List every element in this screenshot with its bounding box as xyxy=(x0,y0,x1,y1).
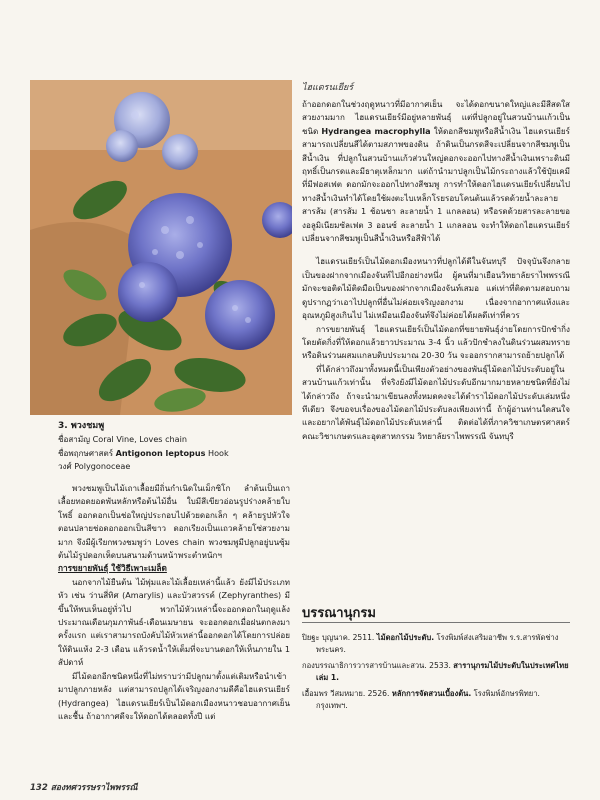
hydrangea-illustration xyxy=(30,80,292,415)
bib-title: ไม้ดอกไม้ประดับ. xyxy=(376,633,435,642)
hydrangea-text-1: ถ้าออกดอกในช่วงฤดูหนาวที่มีอากาศเย็น จะได้ดอกขนาดใหญ่และมีสีสดใสสวยงามมาก ไฮแดรนเยียร์มีอยู่หลายพันธุ์ แต่ที่ปลูกอยู่ในสวนบ้านแก้วเป็นชนิด xyxy=(302,99,570,136)
bib-publisher: โรงพิมพ์อักษรพิทยา. กรุงเทพฯ. xyxy=(316,688,540,711)
paragraph-coral-vine: พวงชมพูเป็นไม้เถาเลื้อยมีถิ่นกำเนิดในเม็กซิโก ลำต้นเป็นเถาเลื้อยทอดยอดพันหลักหรือต้นไม้อื่น ใบมีสีเขียวอ่อนรูปร่างคล้ายใบโพธิ์ ออกดอกเป็นช่อใหญ่ประกอบไปด้วยดอกเล็ก ๆ คล้ายรูปหัวใจ ตอนปลายช่อดอกออกเป็นสีขาว ดอกเรียงเป็นแถวคล้ายโซ่สวยงามมาก จึงมีผู้เรียกพวงชมพูว่า Loves chain พวงชมพูมีปลูกอยู่บนซุ้มต้นไม้รูปดอกเห็ดบนสนามด้านหน้าพระตำหนักฯ xyxy=(58,483,290,561)
bibliography-list xyxy=(302,632,570,715)
bibliography-entry xyxy=(302,688,570,713)
scientific-name: Antigonon leptopus xyxy=(115,447,206,458)
species-heading: 3. พวงชมพู xyxy=(58,421,105,431)
paragraph-hydrangea-propagation: การขยายพันธุ์ ไฮแดรนเยียร์เป็นไม้ดอกที่ขยายพันธุ์ง่ายโดยการปักชำกิ่ง โดยตัดกิ่งที่ให้ดอกแล้วยาวประมาณ 3-4 นิ้ว แล้วปักชำลงในดินร่วนผสมทรายหรือดินร่วนผสมแกลบดิบประมาณ 20-30 วัน จะออกรากสามารถย้ายปลูกได้ xyxy=(302,323,570,361)
scientific-name-prefix: ชื่อพฤกษศาสตร์ xyxy=(58,447,116,458)
bibliography-entry xyxy=(302,660,570,685)
left-column-body xyxy=(58,482,290,723)
paragraph-hydrangea-color xyxy=(302,98,570,245)
paragraph-hydrangea-intro: มีไม้ดอกอีกชนิดหนึ่งที่ไม่ทราบว่ามีปลูกมาตั้งแต่เดิมหรือนำเข้ามาปลูกภายหลัง แต่สามารถปลูกได้เจริญงอกงามดีคือไฮแดรนเยียร์ (Hydrangea) ไฮแดรนเยียร์เป็นไม้ดอกเมืองหนาวชอบอากาศเย็นและชื้น ถ้าอากาศดีจะให้ดอกได้ตลอดทั้งปี แต่ xyxy=(58,670,290,721)
bibliography-title: บรรณานุกรม xyxy=(302,606,376,621)
paragraph-bulbs: นอกจากไม้ยืนต้น ไม้พุ่มและไม้เลื้อยเหล่านี้แล้ว ยังมีไม้ประเภทหัว เช่น ว่านสี่ทิศ (Amarylis) และบัวสวรรค์ (Zephyranthes) มีขึ้นให้พบเห็นอยู่ทั่วไป พวกไม้หัวเหล่านี้จะออกดอกในฤดูแล้งประมาณเดือนกุมภาพันธ์-เดือนเมษายน จะออกดอกเมื่อฝนตกลงมาครั้งแรก แต่เราสามารถบังคับไม้หัวเหล่านี้ออกดอกได้โดยการปล่อยให้ดินแห้ง 2-3 เดือน แล้วรดน้ำให้เต็มที่จะบานดอกให้เห็นภายใน 1 สัปดาห์ xyxy=(58,576,290,668)
species-info xyxy=(58,420,290,474)
hydrangea-text-2: ให้ดอกสีชมพูหรือสีน้ำเงิน ไฮแดรนเยียร์สามารถเปลี่ยนสีได้ตามสภาพของดิน ถ้าดินเป็นกรดสีจะเปลี่ยนจากสีชมพูเป็นสีน้ำเงิน ที่ปลูกในสวนบ้านแก้วส่วนใหญ่ดอกจะออกไปทางสีน้ำเงินเพราะดินมีฤทธิ์เป็นกรดและมีธาตุเหล็กมาก แต่ถ้านำมาปลูกเป็นไม้กระถางแล้วใช้ปุ๋ยเคมีที่มีฟอสเฟต ดอกมักจะออกไปทางสีชมพู การทำให้ดอกไฮแดรนเยียร์เปลี่ยนไปทางสีน้ำเงินทำได้โดยใช้ผงตะไบเหล็กโรยรอบโคนต้นแล้วรดด้วยน้ำละลายสารส้ม (สารส้ม 1 ช้อนชา ละลายน้ำ 1 แกลลอน) หรือรดด้วยสารละลายของอลูมิเนียมซัลเฟต 3 ออนซ์ ละลายน้ำ 1 แกลลอน จะทำให้ดอกไฮแดรนเยียร์เปลี่ยนจากสีชมพูเป็นสีน้ำเงินหรือสีฟ้าได้ xyxy=(302,125,570,244)
bibliography-divider xyxy=(302,622,570,623)
paragraph-conclusion: ที่ได้กล่าวถึงมาทั้งหมดนี้เป็นเพียงตัวอย่างของพันธุ์ไม้ดอกไม้ประดับอยู่ในสวนบ้านแก้วเท่านั้น ที่จริงยังมีไม้ดอกไม้ประดับอีกมากมายหลายชนิดที่ยังไม่ได้กล่าวถึง ถ้าจะนำมาเขียนลงทั้งหมดคงจะได้ตำราไม้ดอกไม้ประดับเล่มหนึ่งทีเดียว จึงขอจบเรื่องของไม้ดอกไม้ประดับลงเพียงเท่านี้ ถ้าผู้อ่านท่านใดสนใจและอยากได้พันธุ์ไม้ดอกไม้ประดับเหล่านี้ ติดต่อได้ที่ภาควิชาเกษตรศาสตร์ คณะวิชาเกษตรและอุตสาหกรรม วิทยาลัยราไพพรรณี จันทบุรี xyxy=(302,363,570,441)
bib-author: เอื้อมพร วีสมหมาย. 2526. xyxy=(302,688,392,698)
scientific-author: Hook xyxy=(205,447,229,458)
right-column-body xyxy=(302,98,570,443)
propagation-subheading: การขยายพันธุ์ ใช้วิธีเพาะเมล็ด xyxy=(58,563,167,574)
paragraph-hydrangea-chanthaburi: ไฮแดรนเยียร์เป็นไม้ดอกเมืองหนาวที่ปลูกได้ดีในจันทบุรี ปัจจุบันจึงกลายเป็นของฝากจากเมืองจันท์ไปอีกอย่างหนึ่ง ผู้คนที่มาเยือนวิทยาลัยราไพพรรณี มักจะขอติดไม้ติดมือเป็นของฝากจากเมืองจันท์เสมอ แต่เท่าที่ติดตามสอบถามดูปรากฏว่าเอาไปปลูกที่อื่นไม่ค่อยเจริญงอกงาม เนื่องจากอากาศแห้งและอุณหภูมิสูงเกินไป ไม่เหมือนเมืองจันท์จึงไม่ค่อยได้ผลดีเท่าที่ควร xyxy=(302,256,570,321)
scientific-name-line xyxy=(58,447,290,460)
bib-publisher: โรงพิมพ์ส่งเสริมอาชีพ ร.ร.สารพัดช่างพระนคร. xyxy=(316,633,559,655)
bib-title: สารานุกรมไม้ประดับในประเทศไทย เล่ม 1. xyxy=(316,660,569,683)
common-name: ชื่อสามัญ Coral Vine, Loves chain xyxy=(58,434,188,445)
bib-author: ปิยฐะ บุญนาค. 2511. xyxy=(302,633,377,642)
family-name: วงศ์ Polygonoceae xyxy=(58,461,131,472)
bib-author: กองบรรณาธิการวารสารบ้านและสวน. 2533. xyxy=(302,660,454,670)
bib-title: หลักการจัดสวนเบื้องต้น. xyxy=(391,688,472,698)
bibliography-entry xyxy=(302,632,570,657)
hydrangea-species-name: Hydrangea macrophylla xyxy=(321,125,431,136)
hydrangea-photo xyxy=(30,80,292,415)
running-header: ไฮแดรนเยียร์ xyxy=(302,83,354,93)
page-footer: 132 สองทศวรรษราไพพรรณี xyxy=(30,783,138,793)
